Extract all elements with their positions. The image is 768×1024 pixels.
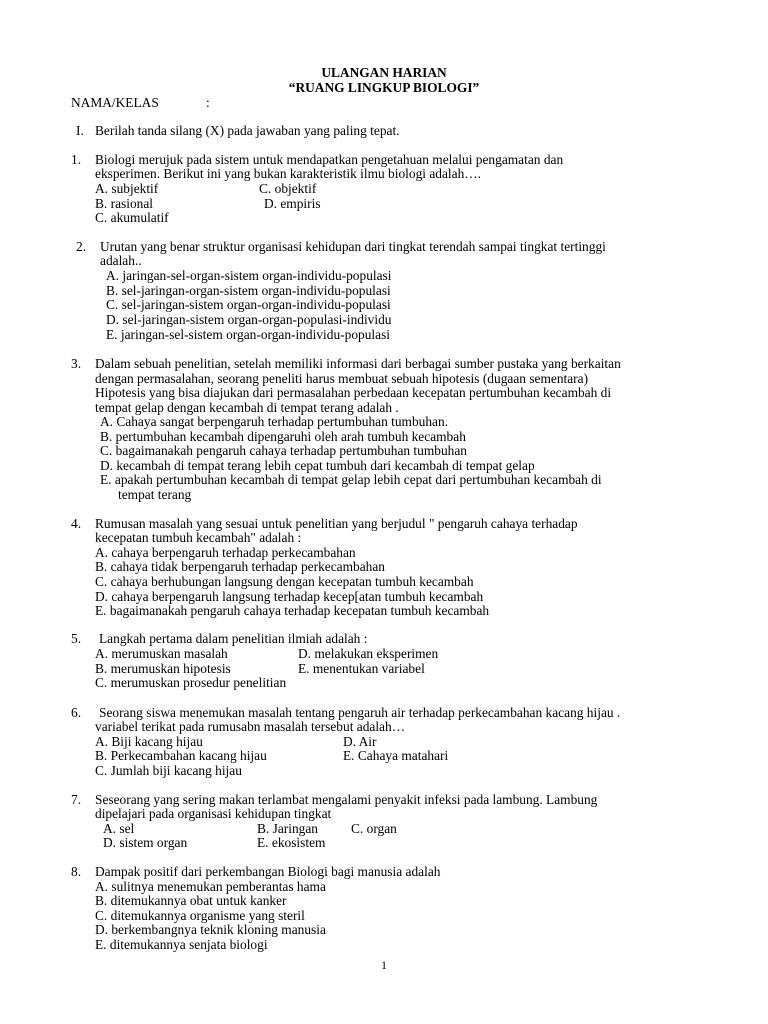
question-number: 4.: [71, 516, 82, 531]
option-d: D. berkembangnya teknik kloning manusia: [95, 922, 326, 937]
option-b: B. cahaya tidak berpengaruh terhadap perkecambahan: [95, 559, 385, 574]
option-e: E. jaringan-sel-sistem organ-organ-individu-populasi: [106, 327, 390, 342]
question-number: 2.: [76, 239, 87, 254]
question-number: 7.: [71, 792, 82, 807]
option-d: D. melakukan eksperimen: [298, 646, 439, 661]
question-text: adalah..: [100, 253, 142, 268]
option-e: E. ditemukannya senjata biologi: [95, 937, 268, 952]
option-e: E. apakah pertumbuhan kecambah di tempat gelap lebih cepat dari pertumbuhan kecambah di: [100, 472, 602, 487]
option-d: D. empiris: [264, 196, 321, 211]
option-b: B. sel-jaringan-organ-sistem organ-individu-populasi: [106, 283, 391, 298]
option-a: A. subjektif: [95, 181, 159, 196]
option-c: C. merumuskan prosedur penelitian: [95, 675, 287, 690]
question-text: Langkah pertama dalam penelitian ilmiah adalah :: [99, 631, 368, 646]
option-a: A. merumuskan masalah: [95, 646, 228, 661]
option-a: A. Biji kacang hijau: [95, 734, 203, 749]
option-e: C. akumulatif: [95, 210, 169, 225]
option-c: C. organ: [351, 821, 397, 836]
option-b: B. ditemukannya obat untuk kanker: [95, 893, 287, 908]
question-number: 8.: [71, 864, 82, 879]
option-d: D. cahaya berpengaruh langsung terhadap kecep[atan tumbuh kecambah: [95, 589, 484, 604]
option-e: E. ekosistem: [257, 835, 326, 850]
worksheet-title: ULANGAN HARIAN: [321, 65, 447, 80]
question-text: Dalam sebuah penelitian, setelah memiliki informasi dari berbagai sumber pustaka yang berkaitan: [95, 356, 621, 371]
option-c: C. objektif: [259, 181, 317, 196]
question-text: Dampak positif dari perkembangan Biologi bagi manusia adalah: [95, 864, 441, 879]
question-text: tempat gelap dengan kecambah di tempat terang adalah .: [95, 400, 399, 415]
option-b: B. rasional: [95, 196, 154, 211]
option-a: A. sulitnya menemukan pemberantas hama: [95, 879, 326, 894]
option-c: C. ditemukannya organisme yang steril: [95, 908, 305, 923]
name-class-colon: :: [206, 95, 210, 110]
option-a: A. cahaya berpengaruh terhadap perkecambahan: [95, 545, 356, 560]
option-a: A. jaringan-sel-organ-sistem organ-individu-populasi: [106, 268, 392, 283]
question-text: dipelajari pada organisasi kehidupan tingkat: [95, 806, 332, 821]
section-instruction: Berilah tanda silang (X) pada jawaban yang paling tepat.: [95, 123, 400, 138]
option-d: D. sistem organ: [103, 835, 188, 850]
question-text: dengan permasalahan, seorang peneliti harus membuat sebuah hipotesis (dugaan sementara): [95, 371, 589, 386]
question-text: Rumusan masalah yang sesuai untuk penelitian yang berjudul " pengaruh cahaya terhadap: [95, 516, 578, 531]
option-e: E. menentukan variabel: [298, 661, 425, 676]
option-d: D. kecambah di tempat terang lebih cepat tumbuh dari kecambah di tempat gelap: [100, 458, 535, 473]
option-a: A. Cahaya sangat berpengaruh terhadap pertumbuhan tumbuhan.: [100, 414, 449, 429]
page-number: 1: [381, 958, 387, 972]
option-b: B. merumuskan hipotesis: [95, 661, 231, 676]
question-number: 1.: [71, 152, 82, 167]
question-text: kecepatan tumbuh kecambah" adalah :: [95, 530, 302, 545]
worksheet-subtitle: “RUANG LINGKUP BIOLOGI”: [288, 80, 480, 95]
question-number: 6.: [71, 705, 82, 720]
question-number: 5.: [71, 631, 82, 646]
question-text: variabel terikat pada rumusabn masalah tersebut adalah…: [95, 719, 406, 734]
option-c: C. bagaimanakah pengaruh cahaya terhadap pertumbuhan tumbuhan: [100, 443, 467, 458]
option-c: C. sel-jaringan-sistem organ-organ-individu-populasi: [106, 297, 391, 312]
question-text: Seseorang yang sering makan terlambat mengalami penyakit infeksi pada lambung. Lambung: [95, 792, 598, 807]
question-number: 3.: [71, 356, 82, 371]
option-b: B. Jaringan: [257, 821, 318, 836]
option-b: B. Perkecambahan kacang hijau: [95, 748, 267, 763]
option-e: tempat terang: [118, 487, 192, 502]
question-text: Seorang siswa menemukan masalah tentang pengaruh air terhadap perkecambahan kacang hijau .: [99, 705, 621, 720]
option-a: A. sel: [103, 821, 135, 836]
question-text: Hipotesis yang bisa diajukan dari permasalahan perbedaan kecepatan pertumbuhan kecambah di: [95, 385, 612, 400]
option-b: B. pertumbuhan kecambah dipengaruhi oleh arah tumbuh kecambah: [100, 429, 466, 444]
option-d: D. sel-jaringan-sistem organ-organ-populasi-individu: [106, 312, 392, 327]
question-text: Biologi merujuk pada sistem untuk mendapatkan pengetahuan melalui pengamatan dan: [95, 152, 564, 167]
question-text: Urutan yang benar struktur organisasi kehidupan dari tingkat terendah sampai tingkat tertinggi: [100, 239, 606, 254]
question-text: eksperimen. Berikut ini yang bukan karakteristik ilmu biologi adalah….: [95, 166, 482, 181]
option-c: C. Jumlah biji kacang hijau: [95, 763, 242, 778]
name-class-label: NAMA/KELAS: [71, 95, 159, 110]
option-e: E. Cahaya matahari: [343, 748, 449, 763]
section-number: I.: [76, 123, 84, 138]
option-c: C. cahaya berhubungan langsung dengan kecepatan tumbuh kecambah: [95, 574, 474, 589]
option-d: D. Air: [343, 734, 377, 749]
option-e: E. bagaimanakah pengaruh cahaya terhadap kecepatan tumbuh kecambah: [95, 603, 490, 618]
